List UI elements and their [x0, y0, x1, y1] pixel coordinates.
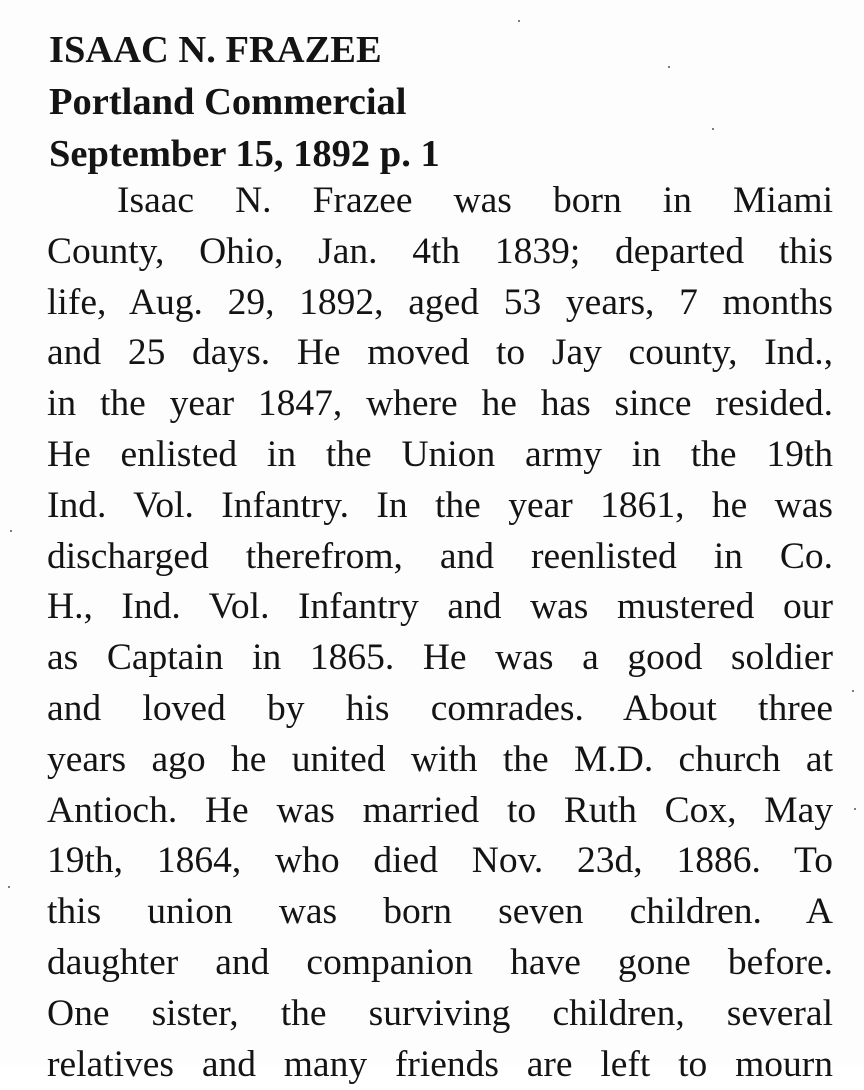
text-line: in the year 1847, where he has since resided.	[47, 383, 833, 425]
scan-speck	[518, 20, 520, 22]
scan-speck	[854, 808, 856, 810]
text-line: life, Aug. 29, 1892, aged 53 years, 7 months	[47, 281, 833, 323]
text-line: County, Ohio, Jan. 4th 1839; departed this	[47, 230, 833, 272]
text-line: and 25 days. He moved to Jay county, Ind.,	[47, 332, 833, 374]
text-line: Ind. Vol. Infantry. In the year 1861, he was	[47, 484, 833, 526]
text-line: H., Ind. Vol. Infantry and was mustered our	[47, 586, 833, 628]
article-title: ISAAC N. FRAZEE	[49, 29, 382, 71]
text-line: Antioch. He was married to Ruth Cox, May	[47, 789, 833, 831]
scan-speck	[8, 886, 10, 888]
scan-speck	[10, 530, 12, 532]
obituary-text	[47, 176, 833, 1090]
scan-speck	[852, 690, 854, 692]
text-line: this union was born seven children. A	[47, 891, 833, 933]
newspaper-name: Portland Commercial	[49, 81, 407, 123]
scan-speck	[668, 66, 670, 68]
text-line: as Captain in 1865. He was a good soldier	[47, 637, 833, 679]
text-line: years ago he united with the M.D. church at	[47, 738, 833, 780]
text-line: relatives and many friends are left to mourn	[47, 1043, 833, 1085]
text-line: daughter and companion have gone before.	[47, 941, 833, 983]
text-line: discharged therefrom, and reenlisted in Co.	[47, 535, 833, 577]
text-line: One sister, the surviving children, several	[47, 992, 833, 1034]
article-header	[49, 24, 440, 180]
publication-date: September 15, 1892 p. 1	[49, 133, 440, 175]
scan-speck	[712, 128, 714, 130]
text-line: Isaac N. Frazee was born in Miami	[117, 180, 833, 221]
text-line: 19th, 1864, who died Nov. 23d, 1886. To	[47, 840, 833, 882]
text-line: and loved by his comrades. About three	[47, 687, 833, 729]
text-line: He enlisted in the Union army in the 19th	[47, 433, 833, 475]
